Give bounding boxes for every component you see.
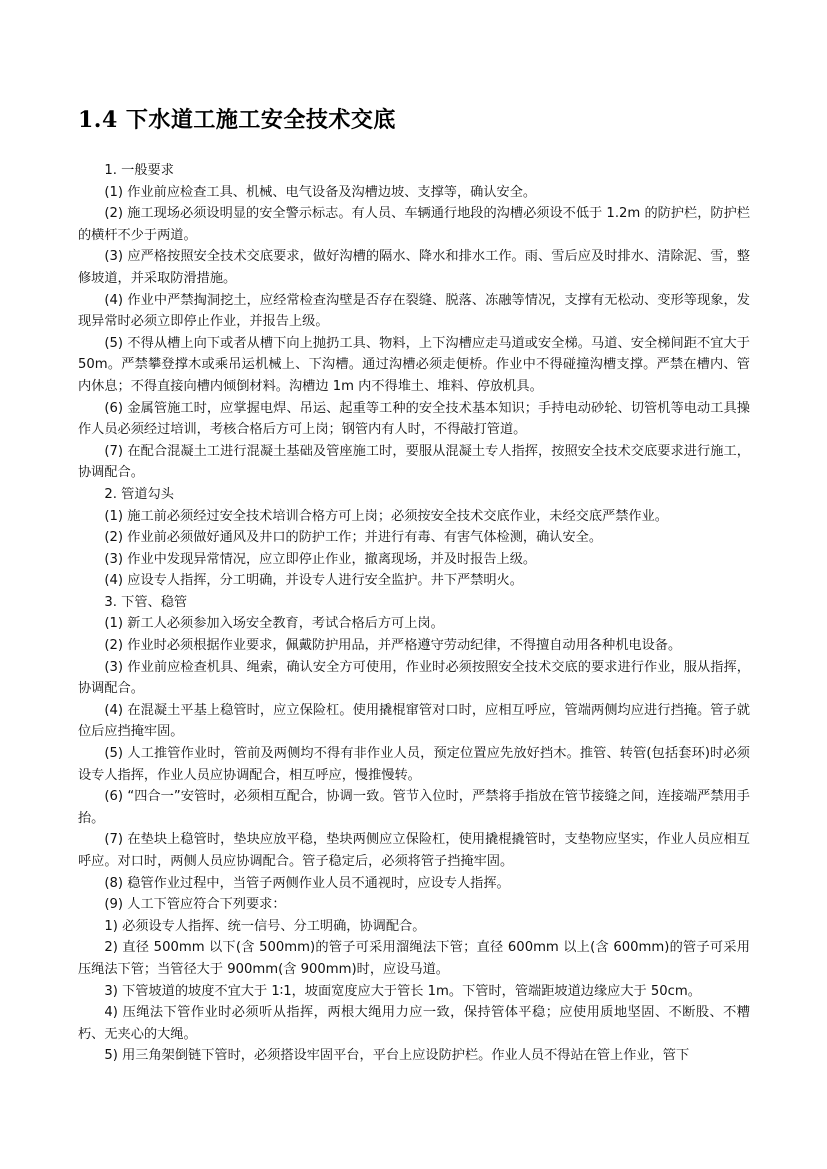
paragraph: (9) 人工下管应符合下列要求： [104,897,286,913]
paragraph: 5) 用三角架倒链下管时，必须搭设牢固平台，平台上应设防护栏。作业人员不得站在管上作业，管下 [104,1048,690,1064]
paragraph: (6) 金属管施工时，应掌握电焊、吊运、起重等工种的安全技术基本知识；手持电动砂轮、切管机等电动工具操作人员必须经过培训，考核合格后方可上岗；钢管内有人时，不得敲打管道。 [78,400,750,438]
paragraph: (6) “四合一”安管时，必须相互配合，协调一致。管节入位时，严禁将手指放在管节接缝之间，连接端严禁用手抬。 [78,789,750,826]
paragraph: (1) 新工人必须参加入场安全教育，考试合格后方可上岗。 [104,616,444,632]
paragraph: (3) 作业前应检查机具、绳索，确认安全方可使用，作业时必须按照安全技术交底的要求进行作业，服从指挥，协调配合。 [78,659,750,697]
paragraph: (7) 在配合混凝土工进行混凝土基础及管座施工时，要服从混凝土专人指挥，按照安全技术交底要求进行施工，协调配合。 [78,443,750,481]
paragraph: (1) 施工前必须经过安全技术培训合格方可上岗；必须按安全技术交底作业，未经交底严禁作业。 [104,508,668,524]
paragraph: (2) 作业前必须做好通风及井口的防护工作；并进行有毒、有害气体检测，确认安全。 [104,530,603,546]
section-heading: 3. 下管、稳管 [104,594,188,610]
paragraph: 2) 直径 500mm 以下(含 500mm)的管子可采用溜绳法下管；直径 600mm 以上(含 600mm)的管子可采用压绳法下管；当管径大于 900mm(含 900mm)时，应设马道。 [78,940,750,977]
paragraph: (8) 稳管作业过程中，当管子两侧作业人员不通视时，应设专人指挥。 [104,875,510,891]
paragraph: 3) 下管坡道的坡度不宜大于 1∶1，坡面宽度应大于管长 1m。下管时，管端距坡道边缘应大于 50cm。 [104,983,701,999]
page-title: 1.4 下水道工施工安全技术交底 [78,107,396,133]
paragraph: (7) 在垫块上稳管时，垫块应放平稳，垫块两侧应立保险杠，使用撬棍撬管时，支垫物应坚实，作业人员应相互呼应。对口时，两侧人员应协调配合。管子稳定后，必须将管子挡掩牢固。 [78,832,750,869]
paragraph: (4) 应设专人指挥，分工明确，并设专人进行安全监护。井下严禁明火。 [104,573,523,589]
paragraph: (5) 人工推管作业时，管前及两侧均不得有非作业人员，预定位置应先放好挡木。推管、转管(包括套环)时必须设专人指挥，作业人员应协调配合，相互呼应，慢推慢转。 [78,746,750,783]
paragraph: (1) 作业前应检查工具、机械、电气设备及沟槽边坡、支撑等，确认安全。 [104,184,537,200]
section-heading: 1. 一般要求 [104,163,174,178]
paragraph: (5) 不得从槽上向下或者从槽下向上抛扔工具、物料，上下沟槽应走马道或安全梯。马道、安全梯间距不宜大于 50m。严禁攀登撑木或乘吊运机械上、下沟槽。通过沟槽必须走便桥。作业中不得碰撞沟槽支撑。严禁在槽内、管内休息；不得直接向槽内倾倒材料。沟槽边 1m 内不得堆土、堆料、停放机具。 [78,335,750,394]
paragraph: 4) 压绳法下管作业时必须听从指挥，两根大绳用力应一致，保持管体平稳；应使用质地坚固、不断股、不糟朽、无夹心的大绳。 [78,1005,750,1042]
paragraph: (2) 作业时必须根据作业要求，佩戴防护用品，并严格遵守劳动纪律，不得擅自动用各种机电设备。 [104,638,682,654]
section-heading: 2. 管道勾头 [104,486,174,502]
paragraph: (4) 在混凝土平基上稳管时，应立保险杠。使用撬棍窜管对口时，应相互呼应，管端两侧均应进行挡掩。管子就位后应挡掩牢固。 [78,702,750,740]
paragraph: (3) 作业中发现异常情况，应立即停止作业，撤离现场，并及时报告上级。 [104,551,537,567]
paragraph: 1) 必须设专人指挥、统一信号、分工明确，协调配合。 [104,918,426,934]
paragraph: (4) 作业中严禁掏洞挖土，应经常检查沟壁是否存在裂缝、脱落、冻融等情况，支撑有无松动、变形等现象，发现异常时必须立即停止作业，并报告上级。 [78,292,750,330]
document-body [78,160,750,1067]
paragraph: (2) 施工现场必须设明显的安全警示标志。有人员、车辆通行地段的沟槽必须设不低于 1.2m 的防护栏，防护栏的横杆不少于两道。 [78,206,750,243]
paragraph: (3) 应严格按照安全技术交底要求，做好沟槽的隔水、降水和排水工作。雨、雪后应及时排水、清除泥、雪，整修坡道，并采取防滑措施。 [78,249,750,286]
